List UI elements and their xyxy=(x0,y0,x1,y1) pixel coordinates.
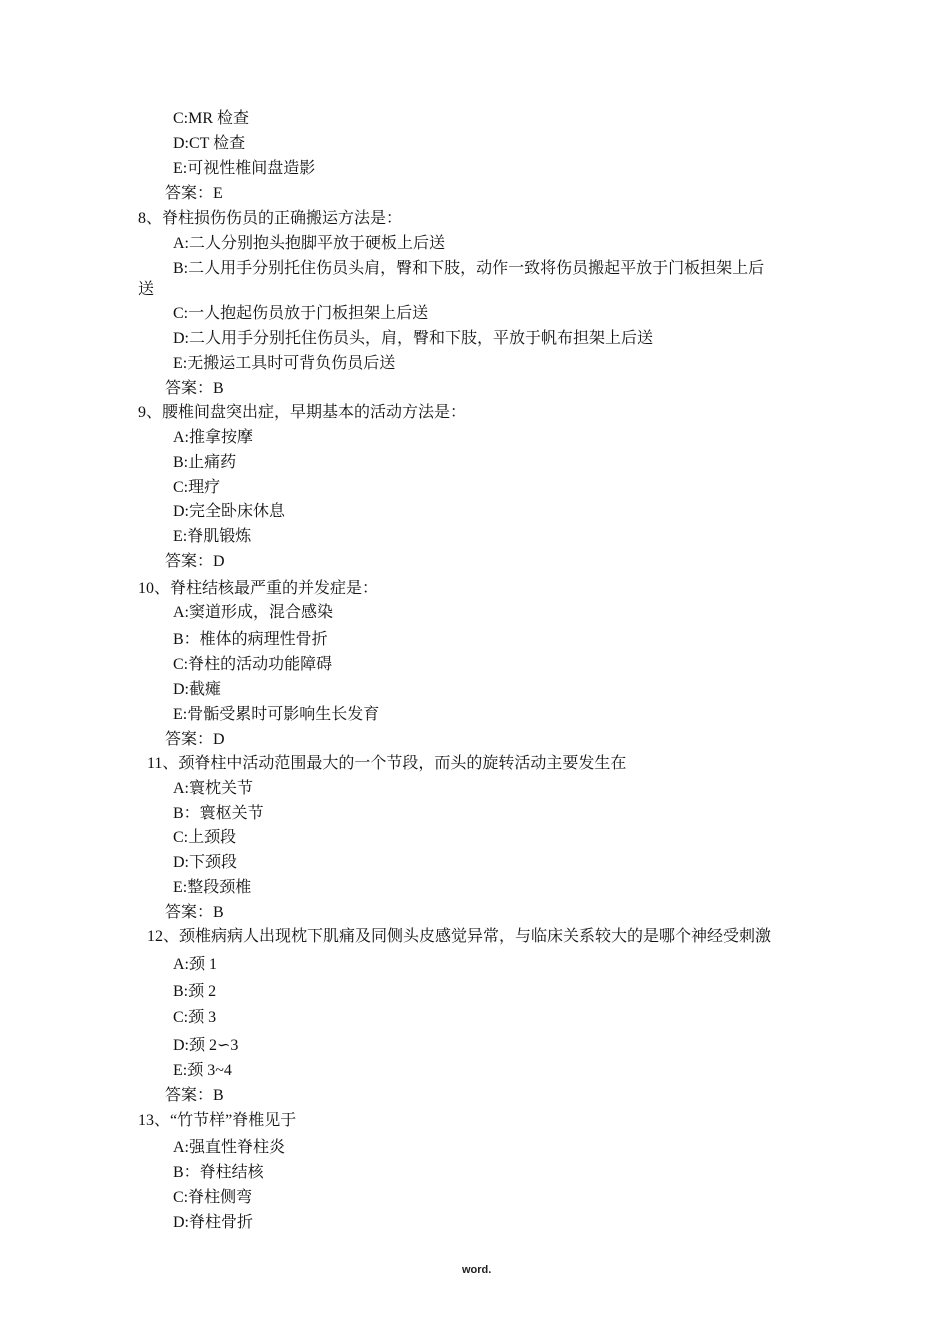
option-line: C:颈 3 xyxy=(173,1009,217,1026)
option-line: C:脊柱的活动功能障碍 xyxy=(173,656,333,673)
option-line: B：椎体的病理性骨折 xyxy=(173,631,328,648)
option-line: E:可视性椎间盘造影 xyxy=(173,160,316,177)
option-line: D:完全卧床休息 xyxy=(173,503,286,520)
option-line-continued: 送 xyxy=(138,281,155,298)
option-line: A:窦道形成，混合感染 xyxy=(173,604,334,621)
question-line: 13、“竹节样”脊椎见于 xyxy=(138,1112,297,1129)
question-line: 9、腰椎间盘突出症，早期基本的活动方法是： xyxy=(138,404,467,421)
option-line: C:脊柱侧弯 xyxy=(173,1189,253,1206)
question-line: 8、脊柱损伤伤员的正确搬运方法是： xyxy=(138,210,403,227)
question-line: 11、颈脊柱中活动范围最大的一个节段，而头的旋转活动主要发生在 xyxy=(147,755,627,772)
option-line: D:截瘫 xyxy=(173,681,222,698)
question-line: 10、脊柱结核最严重的并发症是： xyxy=(138,580,379,597)
option-line: A:寰枕关节 xyxy=(173,780,254,797)
option-line: B：脊柱结核 xyxy=(173,1164,264,1181)
option-line: D:二人用手分别托住伤员头，肩，臀和下肢，平放于帆布担架上后送 xyxy=(173,330,654,347)
answer-line: 答案：D xyxy=(165,731,225,748)
option-line: C:上颈段 xyxy=(173,829,237,846)
option-line: B:颈 2 xyxy=(173,983,217,1000)
option-line: A:二人分别抱头抱脚平放于硬板上后送 xyxy=(173,235,446,252)
option-line: D:颈 2∽3 xyxy=(173,1037,239,1054)
answer-line: 答案：B xyxy=(165,1087,224,1104)
question-line: 12、颈椎病病人出现枕下肌痛及同侧头皮感觉异常，与临床关系较大的是哪个神经受刺激 xyxy=(147,928,772,945)
option-line: D:下颈段 xyxy=(173,854,238,871)
option-line: A:颈 1 xyxy=(173,956,218,973)
option-line: E:颈 3~4 xyxy=(173,1062,232,1079)
answer-line: 答案：B xyxy=(165,380,224,397)
answer-line: 答案：D xyxy=(165,553,225,570)
page-footer: word. xyxy=(462,1264,492,1276)
answer-line: 答案：E xyxy=(165,185,223,202)
option-line: A:强直性脊柱炎 xyxy=(173,1139,286,1156)
option-line: B：寰枢关节 xyxy=(173,805,264,822)
option-line: A:推拿按摩 xyxy=(173,429,254,446)
option-line: B:止痛药 xyxy=(173,454,237,471)
option-line: D:CT 检查 xyxy=(173,135,246,152)
option-line: B:二人用手分别托住伤员头肩，臀和下肢，动作一致将伤员搬起平放于门板担架上后 xyxy=(173,260,765,277)
option-line: C:理疗 xyxy=(173,479,221,496)
answer-line: 答案：B xyxy=(165,904,224,921)
option-line: E:脊肌锻炼 xyxy=(173,528,252,545)
option-line: C:一人抱起伤员放于门板担架上后送 xyxy=(173,305,429,322)
option-line: E:骨骺受累时可影响生长发育 xyxy=(173,706,380,723)
option-line: E:无搬运工具时可背负伤员后送 xyxy=(173,355,396,372)
option-line: C:MR 检查 xyxy=(173,110,250,127)
option-line: D:脊柱骨折 xyxy=(173,1214,254,1231)
option-line: E:整段颈椎 xyxy=(173,879,252,896)
